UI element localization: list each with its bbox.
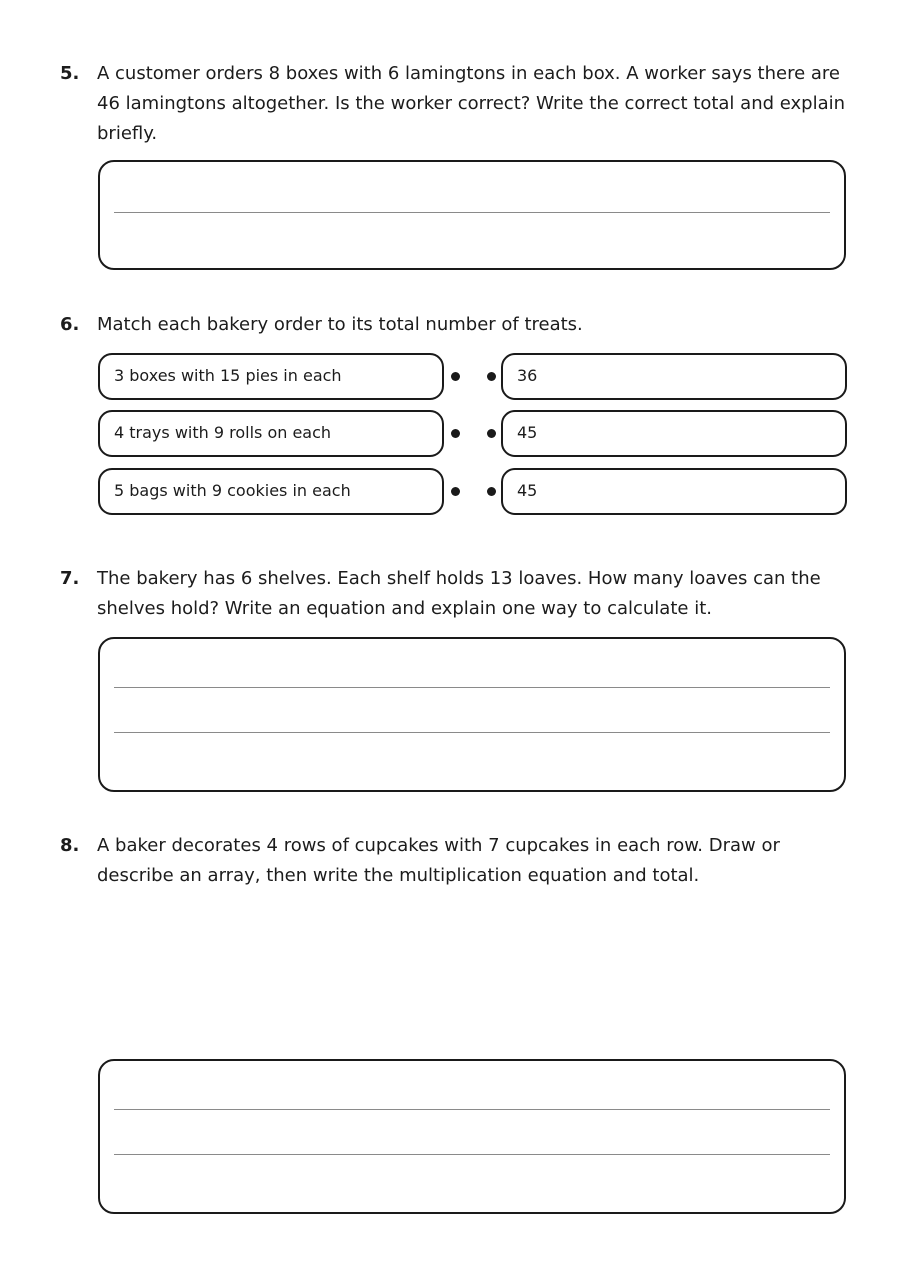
answer-line	[114, 687, 830, 688]
question-5-answer-box[interactable]	[98, 160, 846, 270]
question-6-text: Match each bakery order to its total number of treats.	[97, 314, 583, 335]
match-right-dot-3[interactable]	[487, 487, 496, 496]
match-left-item-1[interactable]: 3 boxes with 15 pies in each	[98, 353, 444, 400]
match-left-dot-1[interactable]	[451, 372, 460, 381]
question-8-text: A baker decorates 4 rows of cupcakes with 7 cupcakes in each row. Draw or describe an array, then write the multiplication equation and total.	[97, 835, 780, 886]
question-8-number: 8.	[60, 835, 80, 856]
match-left-item-2[interactable]: 4 trays with 9 rolls on each	[98, 410, 444, 457]
match-right-item-2[interactable]: 45	[501, 410, 847, 457]
answer-line	[114, 1109, 830, 1110]
question-7-answer-box[interactable]	[98, 637, 846, 792]
question-8-answer-box[interactable]	[98, 1059, 846, 1214]
answer-line	[114, 1154, 830, 1155]
match-right-dot-1[interactable]	[487, 372, 496, 381]
match-left-item-3[interactable]: 5 bags with 9 cookies in each	[98, 468, 444, 515]
match-right-item-1[interactable]: 36	[501, 353, 847, 400]
match-right-dot-2[interactable]	[487, 429, 496, 438]
match-left-dot-2[interactable]	[451, 429, 460, 438]
answer-line	[114, 732, 830, 733]
match-left-dot-3[interactable]	[451, 487, 460, 496]
question-6-number: 6.	[60, 314, 80, 335]
match-right-item-3[interactable]: 45	[501, 468, 847, 515]
question-5-text: A customer orders 8 boxes with 6 lamingtons in each box. A worker says there are 46 lamingtons altogether. Is the worker correct? Write the correct total and explain briefly.	[97, 63, 846, 144]
question-5-number: 5.	[60, 63, 80, 84]
question-7-text: The bakery has 6 shelves. Each shelf holds 13 loaves. How many loaves can the shelves hold? Write an equation and explain one way to calculate it.	[97, 568, 821, 619]
question-7-number: 7.	[60, 568, 80, 589]
answer-line	[114, 212, 830, 213]
